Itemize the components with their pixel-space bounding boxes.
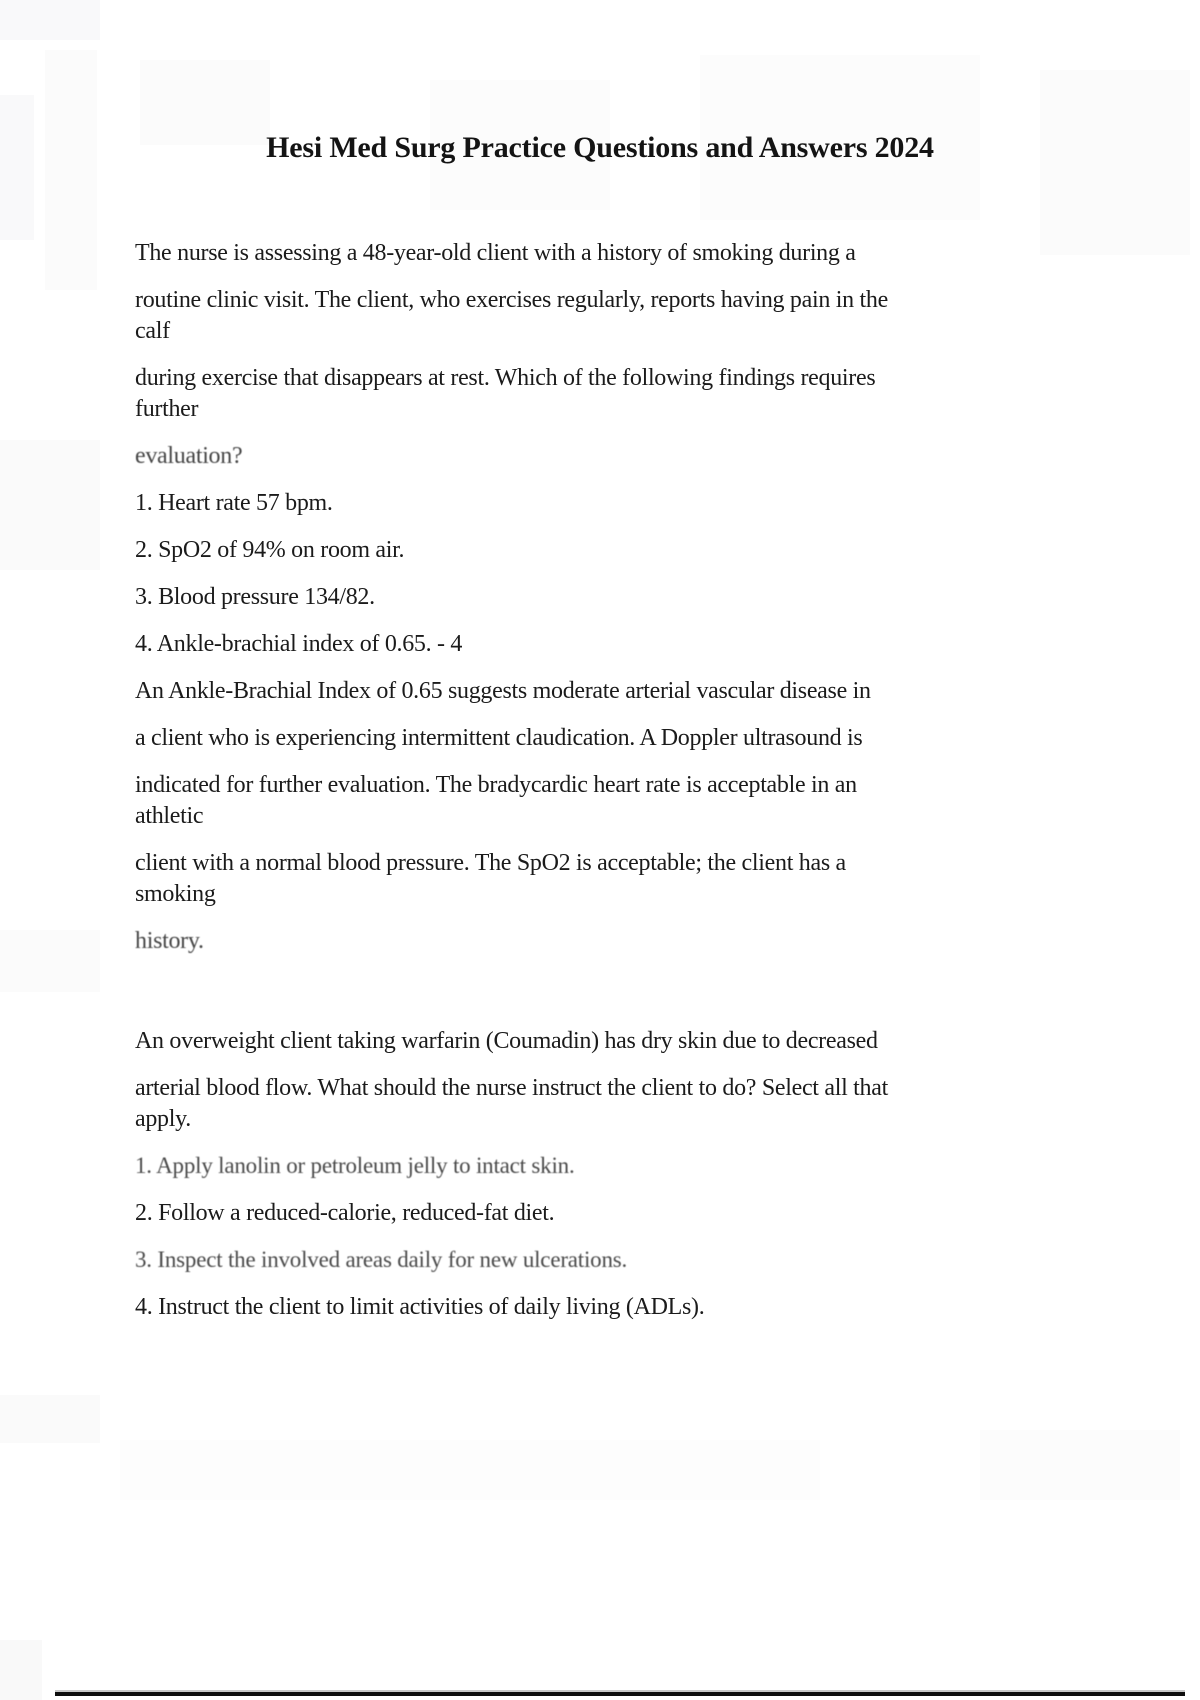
text-line: 4. Instruct the client to limit activities of daily living (ADLs). [135, 1294, 705, 1320]
text-line: further [135, 396, 199, 422]
text-line: evaluation? [135, 443, 243, 469]
text-line: a client who is experiencing intermittent claudication. A Doppler ultrasound is [135, 725, 863, 751]
jpeg-artifact [0, 1395, 100, 1443]
text-line: apply. [135, 1106, 191, 1132]
text-line: client with a normal blood pressure. The SpO2 is acceptable; the client has a [135, 850, 846, 876]
text-line: An Ankle-Brachial Index of 0.65 suggests moderate arterial vascular disease in [135, 678, 871, 704]
text-line: indicated for further evaluation. The bradycardic heart rate is acceptable in an [135, 772, 857, 798]
text-line: arterial blood flow. What should the nurse instruct the client to do? Select all that [135, 1075, 888, 1101]
text-line: The nurse is assessing a 48-year-old client with a history of smoking during a [135, 240, 856, 266]
text-line: 1. Apply lanolin or petroleum jelly to intact skin. [135, 1153, 575, 1178]
text-line: 1. Heart rate 57 bpm. [135, 490, 333, 516]
jpeg-artifact [0, 0, 100, 40]
document-body [0, 240, 1200, 1320]
footer-rule [55, 1692, 1185, 1696]
page-title: Hesi Med Surg Practice Questions and Answers 2024 [266, 131, 934, 164]
jpeg-artifact [120, 1440, 820, 1500]
text-line: routine clinic visit. The client, who exercises regularly, reports having pain in the [135, 287, 888, 313]
text-line: 2. SpO2 of 94% on room air. [135, 537, 405, 563]
jpeg-artifact [980, 1430, 1180, 1500]
text-line: calf [135, 318, 170, 344]
text-line: 4. Ankle-brachial index of 0.65. - 4 [135, 631, 463, 657]
text-line: during exercise that disappears at rest. Which of the following findings requires [135, 365, 876, 391]
text-line: history. [135, 928, 204, 954]
text-line: An overweight client taking warfarin (Coumadin) has dry skin due to decreased [135, 1028, 878, 1054]
text-line: 3. Blood pressure 134/82. [135, 584, 375, 610]
text-line: athletic [135, 803, 204, 829]
jpeg-artifact [0, 1640, 42, 1700]
text-line: 3. Inspect the involved areas daily for new ulcerations. [135, 1247, 628, 1272]
text-line: 2. Follow a reduced-calorie, reduced-fat diet. [135, 1200, 555, 1226]
text-line: smoking [135, 881, 216, 907]
